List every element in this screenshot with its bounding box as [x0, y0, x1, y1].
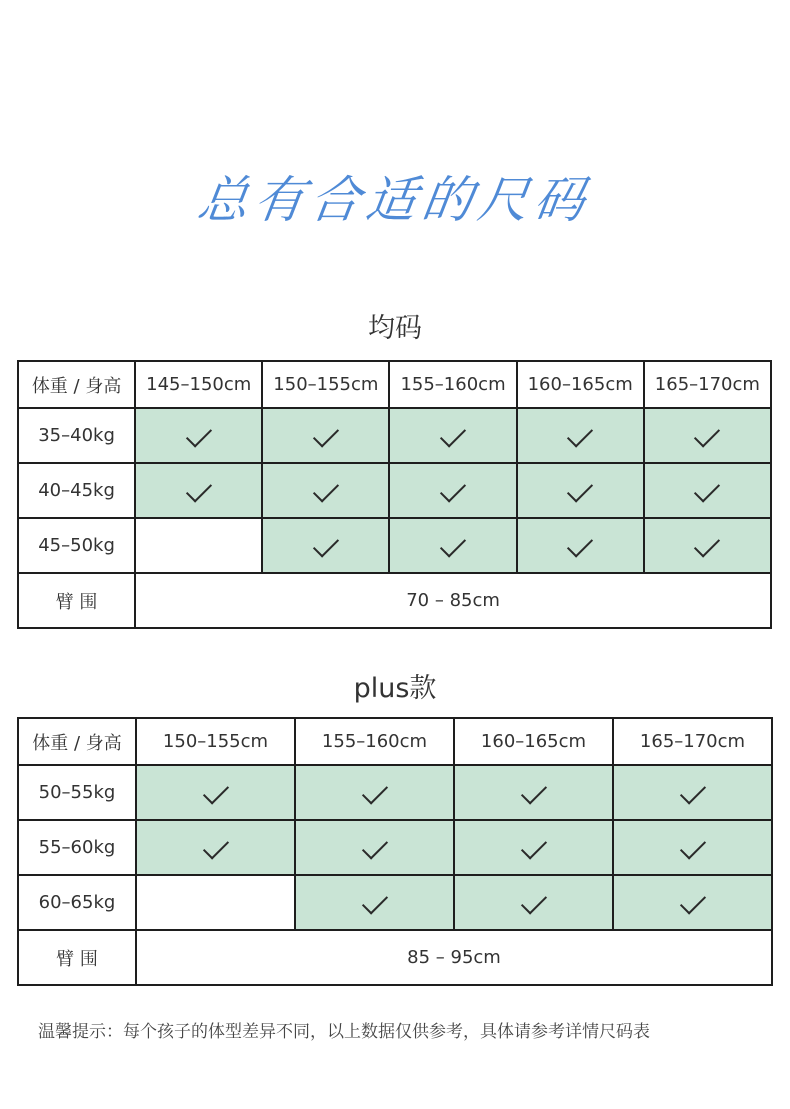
- header-corner: 体重 / 身高: [18, 718, 136, 765]
- fit-cell: [454, 875, 613, 930]
- check-icon: [520, 778, 546, 804]
- fit-cell: [135, 463, 262, 518]
- fit-cell: [295, 875, 454, 930]
- check-icon: [440, 421, 466, 447]
- size-table-plus: [17, 717, 773, 986]
- check-icon: [567, 476, 593, 502]
- weight-label: 50–55kg: [18, 765, 136, 820]
- fit-cell: [295, 765, 454, 820]
- height-header: 155–160cm: [295, 718, 454, 765]
- fit-cell: [262, 463, 389, 518]
- fit-cell: [644, 463, 771, 518]
- check-icon: [679, 888, 705, 914]
- check-icon: [313, 531, 339, 557]
- fit-cell: [389, 408, 516, 463]
- check-icon: [361, 833, 387, 859]
- fit-cell: [136, 765, 295, 820]
- fit-cell: [517, 463, 644, 518]
- arm-row: [18, 930, 772, 985]
- fit-cell: [613, 875, 772, 930]
- table-row: [18, 518, 771, 573]
- weight-label: 40–45kg: [18, 463, 135, 518]
- check-icon: [313, 476, 339, 502]
- fit-cell: [136, 875, 295, 930]
- size-table-standard: [17, 360, 772, 629]
- fit-cell: [135, 518, 262, 573]
- check-icon: [694, 531, 720, 557]
- check-icon: [361, 778, 387, 804]
- arm-row: [18, 573, 771, 628]
- check-icon: [520, 888, 546, 914]
- table1-title: 均码: [368, 313, 422, 344]
- arm-label: 臂 围: [18, 930, 136, 985]
- table2-title: plus款: [353, 673, 437, 704]
- check-icon: [679, 833, 705, 859]
- page-title: 总有合适的尺码: [194, 171, 595, 229]
- weight-label: 35–40kg: [18, 408, 135, 463]
- arm-value: 70 – 85cm: [135, 573, 771, 628]
- weight-label: 55–60kg: [18, 820, 136, 875]
- check-icon: [520, 833, 546, 859]
- height-header: 165–170cm: [644, 361, 771, 408]
- check-icon: [694, 476, 720, 502]
- fit-cell: [295, 820, 454, 875]
- check-icon: [567, 531, 593, 557]
- weight-label: 45–50kg: [18, 518, 135, 573]
- size-note: 温馨提示：每个孩子的体型差异不同，以上数据仅供参考，具体请参考详情尺码表: [38, 1022, 650, 1042]
- table-row: [18, 875, 772, 930]
- height-header: 145–150cm: [135, 361, 262, 408]
- check-icon: [202, 778, 228, 804]
- height-header: 160–165cm: [517, 361, 644, 408]
- arm-label: 臂 围: [18, 573, 135, 628]
- fit-cell: [644, 518, 771, 573]
- check-icon: [679, 778, 705, 804]
- table-row: [18, 820, 772, 875]
- check-icon: [440, 476, 466, 502]
- fit-cell: [613, 765, 772, 820]
- height-header: 150–155cm: [262, 361, 389, 408]
- check-icon: [361, 888, 387, 914]
- check-icon: [313, 421, 339, 447]
- height-header: 165–170cm: [613, 718, 772, 765]
- height-header: 155–160cm: [389, 361, 516, 408]
- header-row: [18, 361, 771, 408]
- fit-cell: [644, 408, 771, 463]
- arm-value: 85 – 95cm: [136, 930, 772, 985]
- fit-cell: [389, 518, 516, 573]
- fit-cell: [454, 820, 613, 875]
- height-header: 150–155cm: [136, 718, 295, 765]
- height-header: 160–165cm: [454, 718, 613, 765]
- check-icon: [186, 421, 212, 447]
- fit-cell: [517, 408, 644, 463]
- fit-cell: [262, 408, 389, 463]
- header-row: [18, 718, 772, 765]
- fit-cell: [136, 820, 295, 875]
- table-row: [18, 765, 772, 820]
- check-icon: [694, 421, 720, 447]
- table-row: [18, 463, 771, 518]
- fit-cell: [262, 518, 389, 573]
- fit-cell: [389, 463, 516, 518]
- fit-cell: [135, 408, 262, 463]
- header-corner: 体重 / 身高: [18, 361, 135, 408]
- check-icon: [440, 531, 466, 557]
- table-row: [18, 408, 771, 463]
- check-icon: [202, 833, 228, 859]
- fit-cell: [454, 765, 613, 820]
- weight-label: 60–65kg: [18, 875, 136, 930]
- fit-cell: [517, 518, 644, 573]
- fit-cell: [613, 820, 772, 875]
- check-icon: [186, 476, 212, 502]
- check-icon: [567, 421, 593, 447]
